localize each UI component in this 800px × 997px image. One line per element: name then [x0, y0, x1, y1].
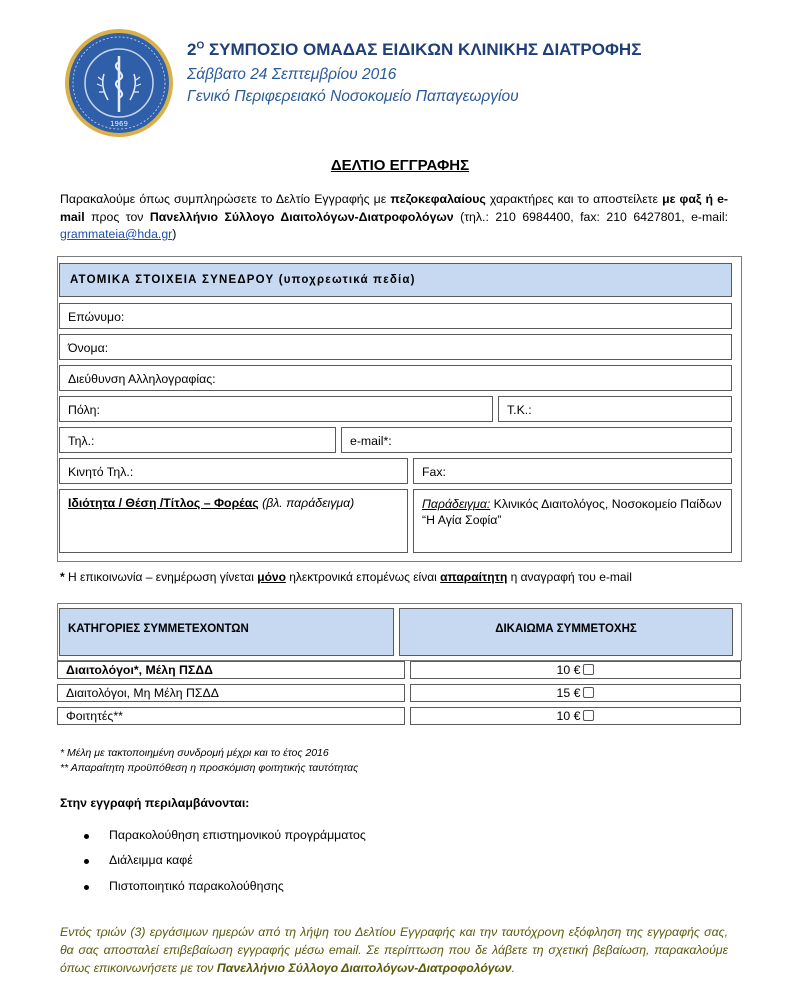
footnote-members: * Μέλη με τακτοποιημένη συνδρομή μέχρι και το έτος 2016	[60, 747, 329, 759]
footnote-students: ** Απαραίτητη προϋπόθεση η προσκόμιση φοιτητικής ταυτότητας	[60, 762, 359, 774]
fee-row-price[interactable]: 15 €	[410, 684, 741, 702]
phone-field[interactable]: Τηλ.:	[59, 427, 336, 453]
email-field[interactable]: e-mail*:	[341, 427, 732, 453]
closing-paragraph: Εντός τριών (3) εργάσιμων ημερών από τη λήψη του Δελτίου Εγγραφής και την ταυτόχρονη εξόφληση της εγγραφής σας, θα σας αποσταλεί επιβεβαίωση εγγραφής μέσω email. Σε περίπτωση που δε λάβετε τη σχετική βεβαίωση, παρακαλούμε όπως επικοινωνήσετε με τον Πανελλήνιο Σύλλογο Διαιτολόγων-Διατροφολόγων.	[60, 925, 728, 975]
bullet-icon	[84, 834, 89, 839]
fee-row-label: Διαιτολόγοι, Μη Μέλη ΠΣΔΔ	[57, 684, 405, 702]
list-item: Διάλειμμα καφέ	[84, 853, 193, 867]
bullet-icon	[84, 859, 89, 864]
list-item: Παρακολούθηση επιστημονικού προγράμματος	[84, 828, 366, 842]
bullet-icon	[84, 885, 89, 890]
checkbox-icon[interactable]	[583, 687, 594, 698]
included-title: Στην εγγραφή περιλαμβάνονται:	[60, 796, 250, 810]
fee-row-price[interactable]: 10 €	[410, 707, 741, 725]
contact-note: * Η επικοινωνία – ενημέρωση γίνεται μόνο ηλεκτρονικά επομένως είναι απαραίτητη η αναγραφή του e-mail	[60, 570, 632, 584]
document-title: ΔΕΛΤΙΟ ΕΓΓΡΑΦΗΣ	[330, 157, 470, 174]
profession-example: Παράδειγμα: Κλινικός Διαιτολόγος, Νοσοκομείο Παίδων “Η Αγία Σοφία”	[413, 489, 732, 553]
fees-col-price: ΔΙΚΑΙΩΜΑ ΣΥΜΜΕΤΟΧΗΣ	[399, 608, 733, 656]
surname-field[interactable]: Επώνυμο:	[59, 303, 732, 329]
fee-row-label: Φοιτητές**	[57, 707, 405, 725]
address-field[interactable]: Διεύθυνση Αλληλογραφίας:	[59, 365, 732, 391]
checkbox-icon[interactable]	[583, 710, 594, 721]
name-field[interactable]: Όνομα:	[59, 334, 732, 360]
fees-col-categories: ΚΑΤΗΓΟΡΙΕΣ ΣΥΜΜΕΤΕΧΟΝΤΩΝ	[59, 608, 394, 656]
association-logo	[64, 28, 174, 138]
email-link[interactable]: grammateia@hda.gr	[60, 227, 173, 241]
event-title: $2^O$ ΣΥΜΠΟΣΙΟ ΟΜΑΔΑΣ ΕΙΔΙΚΩΝ ΚΛΙΝΙΚΗΣ ΔΙΑΤΡΟΦΗΣ	[187, 40, 642, 59]
list-item: Πιστοποιητικό παρακολούθησης	[84, 879, 284, 893]
zip-field[interactable]: Τ.Κ.:	[498, 396, 732, 422]
fee-row-label: Διαιτολόγοι*, Μέλη ΠΣΔΔ	[57, 661, 405, 679]
fax-field[interactable]: Fax:	[413, 458, 732, 484]
profession-field[interactable]: Ιδιότητα / Θέση /Τίτλος – Φορέας (βλ. παράδειγμα)	[59, 489, 408, 553]
event-date: Σάββατο 24 Σεπτεμβρίου 2016	[187, 66, 397, 83]
fee-row-price[interactable]: 10 €	[410, 661, 741, 679]
mobile-field[interactable]: Κινητό Τηλ.:	[59, 458, 408, 484]
checkbox-icon[interactable]	[583, 664, 594, 675]
logo-year: 1969	[110, 120, 128, 128]
personal-details-header: ΑΤΟΜΙΚΑ ΣΤΟΙΧΕΙΑ ΣΥΝΕΔΡΟΥ (υποχρεωτικά πεδία)	[59, 263, 732, 297]
intro-paragraph: Παρακαλούμε όπως συμπληρώσετε το Δελτίο Εγγραφής με πεζοκεφαλαίους χαρακτήρες και το αποστείλετε με φαξ ή e-mail προς τον Πανελλήνιο Σύλλογο Διαιτολόγων-Διατροφολόγων (τηλ.: 210 6984400, fax: 210 6427801, e-mail: grammateia@hda.gr)	[60, 192, 729, 241]
event-venue: Γενικό Περιφερειακό Νοσοκομείο Παπαγεωργίου	[187, 88, 519, 105]
city-field[interactable]: Πόλη:	[59, 396, 493, 422]
